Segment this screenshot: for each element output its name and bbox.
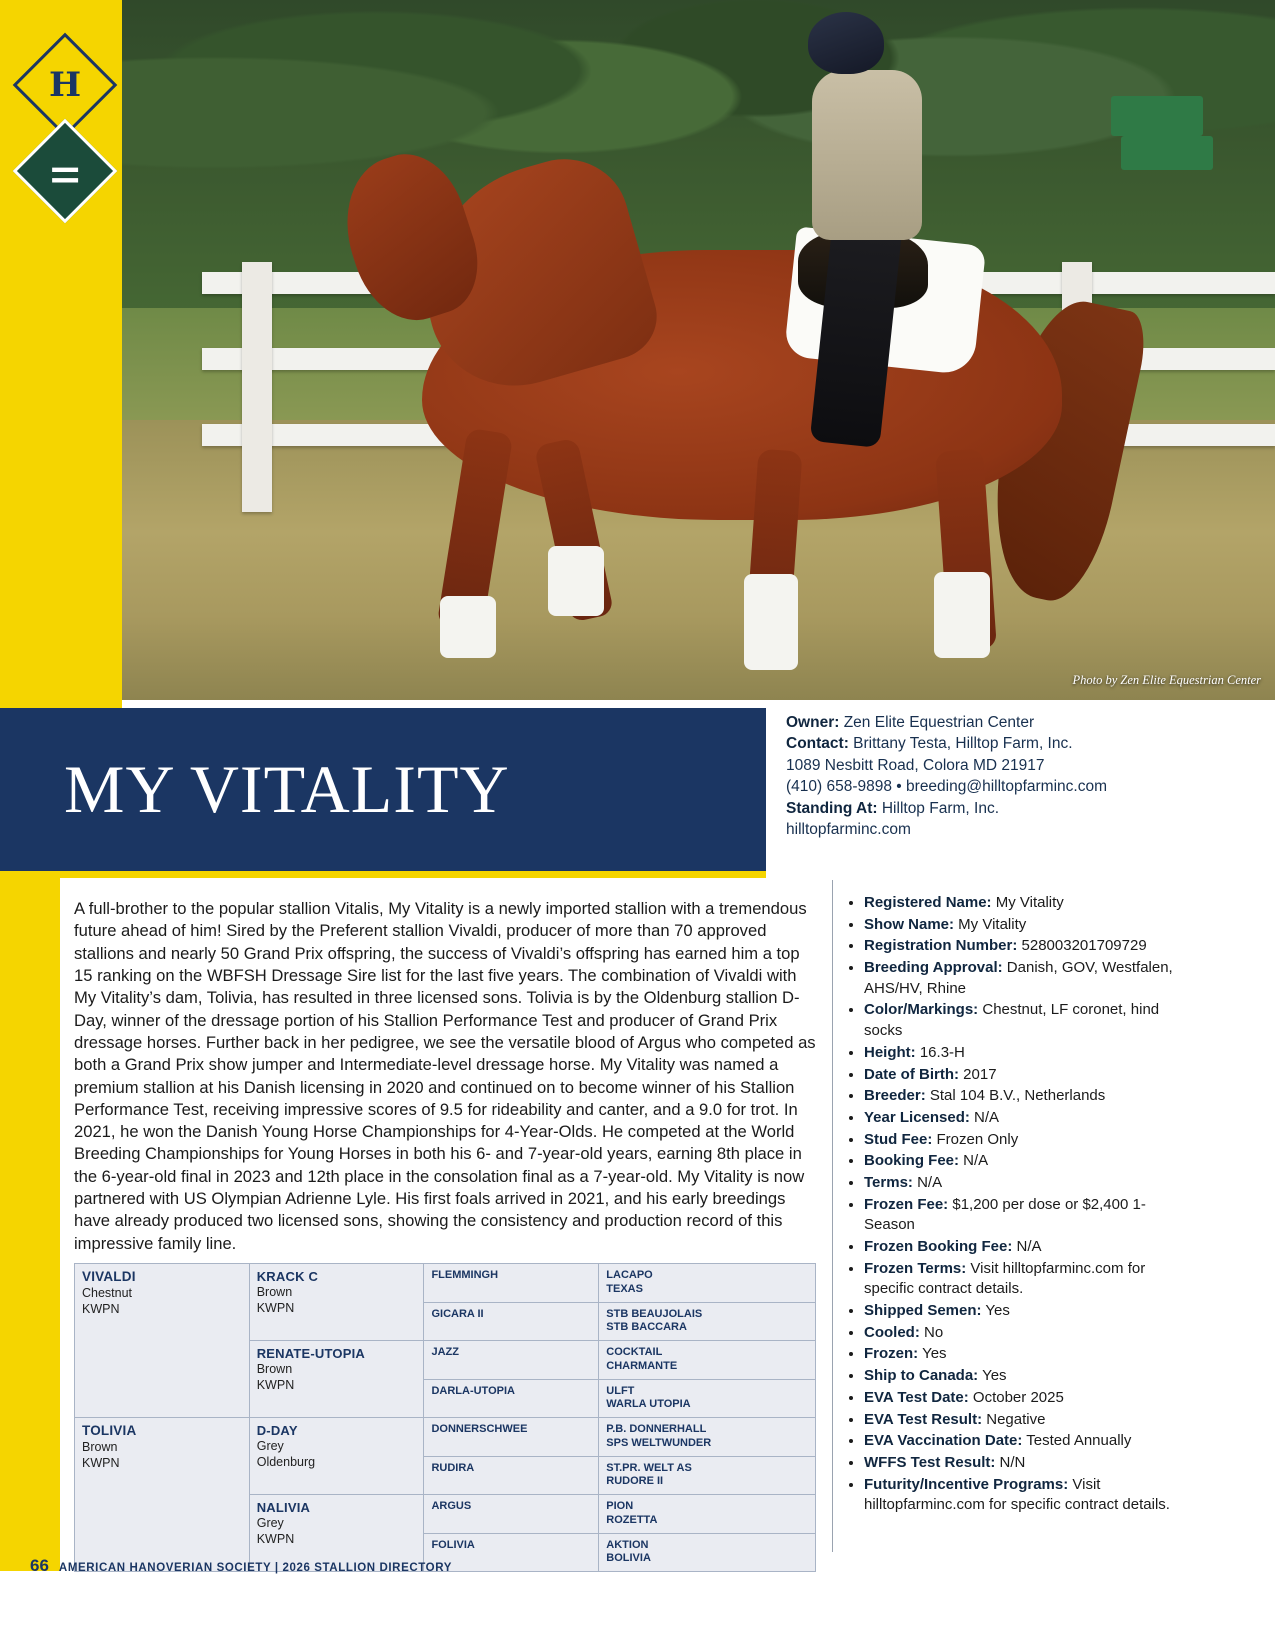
pedigree-dam	[75, 1418, 250, 1572]
description-text: A full-brother to the popular stallion Vitalis, My Vitality is a newly imported stallion with a tremendous future ahead of him! Sired by the Preferent stallion Vivaldi, producer of more than 70 approved stallions and nearly 50 Grand Prix offspring, the success of Vivaldi’s offspring has earned him a top 15 ranking on the WBFSH Dressage Sire list for the last five years. The combination of Vivaldi with My Vitality’s dam, Tolivia, has resulted in three licensed sons. Tolivia is by the Oldenburg stallion D-Day, winner of the dressage portion of his Stallion Performance Test and producer of Grand Prix dressage horses. Further back in her pedigree, we see the versatile blood of Argus who competed as both a Grand Prix show jumper and Intermediate-level dressage horse. My Vitality was named a premium stallion at his Danish licensing in 2020 and continued on to become winner of his Stallion Performance Test, receiving impressive scores of 9.5 for rideability and canter, and a 9.0 for trot. In 2021, he won the Danish Young Horse Championships for 4-Year-Olds. He competed at the World Breeding Championships for Young Horses in both his 6- and 7-year-old years, earning 8th place in the 6-year-old final in 2023 and 12th place in the consolation final as a 7-year-old. My Vitality is now partnered with US Olympian Adrienne Lyle. His first foals arrived in 2021, and his early breedings have already produced two licensed sons, showing the consistency and production record of this impressive family line.	[74, 899, 816, 1253]
fact-item	[864, 1065, 1178, 1086]
fact-item	[864, 1301, 1178, 1322]
fact-value: Stal 104 B.V., Netherlands	[925, 1087, 1106, 1105]
sire-color: Chestnut	[82, 1285, 133, 1300]
contact-address: 1089 Nesbitt Road, Colora MD 21917	[786, 756, 1045, 774]
fact-item	[864, 1259, 1178, 1300]
rider-helmet	[808, 12, 884, 74]
pedigree-g4-6-b: RUDORE II	[606, 1475, 664, 1488]
fact-item	[864, 893, 1178, 914]
fact-item	[864, 1410, 1178, 1431]
fact-item	[864, 1237, 1178, 1258]
fact-value: 2017	[959, 1065, 997, 1083]
stallion-hero-photo	[122, 0, 1275, 700]
fact-item	[864, 1195, 1178, 1236]
fact-label: Cooled:	[864, 1323, 920, 1341]
fact-value: Negative	[982, 1410, 1046, 1428]
pedigree-g4-7-a: PION	[606, 1500, 634, 1512]
fact-item	[864, 1366, 1178, 1387]
fact-item	[864, 1388, 1178, 1409]
fact-value: N/A	[969, 1108, 1000, 1126]
fact-label: Color/Markings:	[864, 1001, 979, 1019]
fact-value: My Vitality	[991, 894, 1064, 911]
fact-label: Frozen Terms:	[864, 1259, 967, 1277]
pedigree-g3-5: DONNERSCHWEE	[424, 1418, 599, 1457]
dam-sire-registry: Oldenburg	[256, 1454, 316, 1469]
pedigree-g4-4-b: WARLA UTOPIA	[606, 1398, 691, 1411]
pedigree-table	[74, 1263, 816, 1572]
contact-line	[786, 733, 1186, 754]
fact-label: Ship to Canada:	[864, 1367, 979, 1385]
fact-value: Yes	[981, 1302, 1010, 1320]
dam-dam-color: Grey	[256, 1516, 284, 1531]
fact-item	[864, 915, 1178, 936]
standing-at-label: Standing At:	[786, 799, 878, 817]
pedigree-g3-1: FLEMMINGH	[424, 1264, 599, 1303]
pedigree-g4-4-a: ULFT	[606, 1384, 635, 1397]
horse-boot-4	[934, 572, 990, 658]
pedigree-g4-3-b: CHARMANTE	[606, 1359, 678, 1372]
fact-value: N/A	[912, 1173, 943, 1191]
fact-label: Registration Number:	[864, 937, 1018, 955]
dam-sire-color: Grey	[256, 1439, 284, 1454]
contact-label: Contact:	[786, 735, 849, 753]
pedigree-g4-6-a: ST.PR. WELT AS	[606, 1461, 692, 1474]
fact-label: Stud Fee:	[864, 1130, 933, 1148]
fence-post-1	[242, 262, 272, 512]
fact-value: October 2025	[968, 1388, 1064, 1406]
fact-item	[864, 1431, 1178, 1452]
dam-color: Brown	[82, 1439, 118, 1454]
contact-name: Brittany Testa, Hilltop Farm, Inc.	[853, 735, 1073, 753]
stallion-facts-list	[848, 893, 1178, 1517]
fact-value: 16.3-H	[915, 1043, 965, 1061]
fact-label: Shipped Semen:	[864, 1302, 982, 1320]
fact-item	[864, 1323, 1178, 1344]
owner-label: Owner:	[786, 714, 840, 731]
dam-dam-registry: KWPN	[256, 1531, 295, 1546]
fact-value: Tested Annually	[1022, 1432, 1132, 1450]
standing-at-line	[786, 798, 1186, 819]
pedigree-g4-4	[599, 1379, 816, 1418]
sire-dam-color: Brown	[256, 1362, 293, 1377]
fact-value: N/A	[959, 1152, 989, 1170]
pedigree-sire-sire	[249, 1264, 424, 1341]
footer-text: AMERICAN HANOVERIAN SOCIETY | 2026 STALLION DIRECTORY	[58, 1562, 452, 1574]
fact-label: WFFS Test Result:	[864, 1453, 996, 1471]
pedigree-g4-3-a: COCKTAIL	[606, 1346, 663, 1358]
fact-item	[864, 936, 1178, 957]
pedigree-g4-2-a: STB BEAUJOLAIS	[606, 1307, 703, 1320]
owner-line	[786, 712, 1186, 733]
fact-value: Visit hilltopfarminc.com for specific contract details.	[864, 1475, 1170, 1514]
pedigree-g4-5-b: SPS WELTWUNDER	[606, 1436, 712, 1449]
fact-item	[864, 1108, 1178, 1129]
fact-item	[864, 1344, 1178, 1365]
fact-label: EVA Test Date:	[864, 1388, 969, 1406]
fact-item	[864, 1086, 1178, 1107]
pedigree-g4-1-b: TEXAS	[606, 1282, 643, 1295]
sire-sire-registry: KWPN	[256, 1300, 295, 1315]
pedigree-g4-1	[599, 1264, 816, 1303]
fact-item	[864, 1000, 1178, 1041]
pedigree-g3-3: JAZZ	[424, 1341, 599, 1380]
pedigree-g4-2-b: STB BACCARA	[606, 1321, 687, 1334]
page-footer	[30, 1556, 550, 1576]
sire-registry: KWPN	[82, 1301, 120, 1316]
table-row	[75, 1264, 816, 1303]
pedigree-g4-7-b: ROZETTA	[606, 1513, 658, 1526]
fact-item	[864, 958, 1178, 999]
fact-label: Date of Birth:	[864, 1065, 959, 1083]
pedigree-g4-2	[599, 1302, 816, 1341]
fact-value: Danish, GOV, Westfalen, AHS/HV, Rhine	[864, 959, 1173, 997]
fact-value: N/N	[995, 1453, 1026, 1471]
fact-label: Breeder:	[864, 1087, 926, 1105]
facts-ul	[848, 893, 1178, 1516]
horse-boot-2	[548, 546, 604, 616]
fact-item	[864, 1130, 1178, 1151]
page-title: MY VITALITY	[64, 751, 510, 827]
horse-boot-3	[744, 574, 798, 670]
fact-value: Yes	[978, 1367, 1007, 1385]
fact-label: Frozen Booking Fee:	[864, 1238, 1013, 1255]
standing-at-value: Hilltop Farm, Inc.	[881, 799, 999, 817]
street-sign-secondary-icon	[1121, 136, 1213, 170]
fact-value: Visit hilltopfarminc.com for specific contract details.	[864, 1259, 1146, 1298]
fact-label: EVA Test Result:	[864, 1410, 983, 1428]
fact-value: My Vitality	[954, 915, 1027, 933]
sire-sire-name: KRACK C	[256, 1269, 319, 1284]
fact-value: 528003201709729	[1017, 937, 1147, 955]
pedigree-g3-6: RUDIRA	[424, 1456, 599, 1495]
fact-label: Year Licensed:	[864, 1108, 970, 1126]
pedigree-g4-7	[599, 1495, 816, 1534]
pedigree-g3-2: GICARA II	[424, 1302, 599, 1341]
left-rail-yellow-bottom	[0, 871, 60, 1571]
fact-item	[864, 1043, 1178, 1064]
contact-phone-email[interactable]: (410) 658-9898 • breeding@hilltopfarminc.com	[786, 778, 1107, 796]
pedigree-dam-sire	[249, 1418, 424, 1495]
pedigree-g3-7: ARGUS	[424, 1495, 599, 1534]
pedigree-g4-3	[599, 1341, 816, 1380]
street-sign-icon	[1111, 96, 1203, 136]
title-underline	[0, 871, 766, 878]
fact-label: Frozen Fee:	[864, 1195, 949, 1213]
fact-value: $1,200 per dose or $2,400 1-Season	[864, 1195, 1146, 1234]
pedigree-g3-4: DARLA-UTOPIA	[424, 1379, 599, 1418]
fact-label: Show Name:	[864, 915, 955, 933]
sire-dam-registry: KWPN	[256, 1377, 295, 1392]
hanoverian-h-emblem-icon: H	[13, 33, 118, 138]
fact-item	[864, 1475, 1178, 1516]
pedigree-g4-5	[599, 1418, 816, 1457]
contact-block	[786, 712, 1186, 840]
stallion-description	[74, 898, 816, 1255]
fact-label: Frozen:	[864, 1345, 919, 1363]
dam-dam-name: NALIVIA	[256, 1500, 311, 1515]
fact-label: Futurity/Incentive Programs:	[864, 1475, 1069, 1493]
pedigree-g4-6	[599, 1456, 816, 1495]
pedigree-g4-8-a: AKTION	[606, 1538, 649, 1551]
rider-torso	[812, 70, 922, 240]
fact-item	[864, 1173, 1178, 1194]
fact-item	[864, 1151, 1178, 1172]
fact-label: Breeding Approval:	[864, 959, 1003, 977]
fact-label: Registered Name:	[864, 894, 992, 911]
stallion-title-band	[0, 708, 766, 871]
vertical-divider	[832, 880, 833, 1552]
pedigree-g4-8-b: BOLIVIA	[606, 1552, 651, 1565]
fact-label: Terms:	[864, 1173, 913, 1191]
fact-item	[864, 1453, 1178, 1474]
sire-dam-name: RENATE-UTOPIA	[256, 1346, 366, 1361]
fact-value: Chestnut, LF coronet, hind socks	[864, 1001, 1160, 1040]
horse-boot-1	[440, 596, 496, 658]
pedigree-g4-8	[599, 1533, 816, 1572]
pedigree-g4-1-a: LACAPO	[606, 1269, 653, 1281]
fact-value: N/A	[1012, 1238, 1042, 1255]
pedigree-sire-dam	[249, 1341, 424, 1418]
dam-registry: KWPN	[82, 1455, 120, 1470]
pedigree-g3-8: FOLIVIA	[424, 1533, 599, 1572]
sire-sire-color: Brown	[256, 1285, 293, 1300]
pedigree-sire	[75, 1264, 250, 1418]
sire-name: VIVALDI	[82, 1269, 136, 1284]
fact-label: EVA Vaccination Date:	[864, 1432, 1023, 1450]
fact-value: No	[919, 1323, 944, 1341]
fact-label: Booking Fee:	[864, 1152, 960, 1170]
trakehner-antler-emblem-icon: ⚌	[13, 119, 118, 224]
fact-label: Height:	[864, 1043, 916, 1061]
photo-credit: Photo by Zen Elite Equestrian Center	[1072, 673, 1261, 687]
owner-value: Zen Elite Equestrian Center	[843, 714, 1035, 731]
pedigree-g4-5-a: P.B. DONNERHALL	[606, 1423, 707, 1435]
dam-name: TOLIVIA	[82, 1423, 137, 1438]
page-number: 66	[30, 1556, 49, 1575]
contact-website[interactable]: hilltopfarminc.com	[786, 820, 911, 838]
table-row	[75, 1418, 816, 1457]
fact-value: Yes	[918, 1345, 947, 1363]
dam-sire-name: D-DAY	[256, 1423, 298, 1438]
fact-value: Frozen Only	[932, 1130, 1019, 1148]
